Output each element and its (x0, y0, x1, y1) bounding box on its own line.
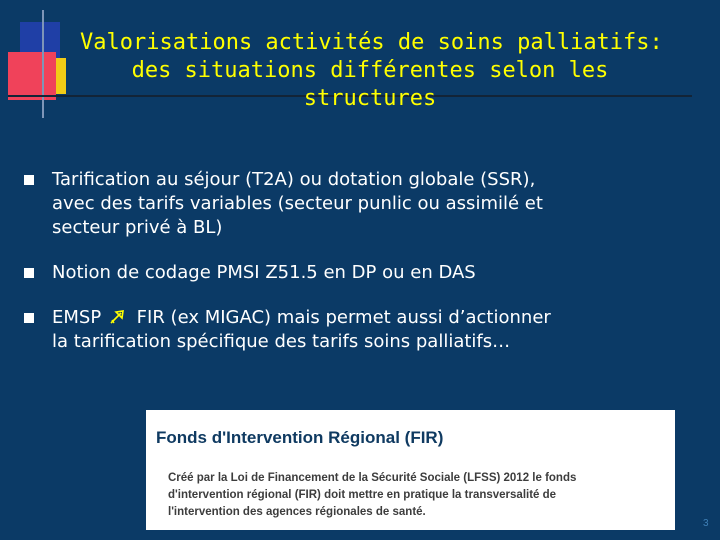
page-number: 3 (703, 518, 709, 529)
bullet-3-line-2: la tarification spécifique des tarifs soins palliatifs… (52, 331, 511, 352)
fir-body (168, 470, 668, 521)
bullet-item-emsp (24, 306, 704, 354)
bullet-list (24, 168, 704, 375)
bullet-1-line-3: secteur privé à BL) (52, 217, 223, 238)
decorative-vertical-line (42, 10, 44, 118)
arrow-right-icon (109, 309, 129, 325)
bullet-3-emsp: EMSP (52, 307, 102, 328)
bullet-3-line-1 (52, 306, 704, 330)
bullet-1-line-2: avec des tarifs variables (secteur punlic ou assimilé et (52, 193, 543, 214)
bullet-1-line-1: Tarification au séjour (T2A) ou dotation globale (SSR), (52, 169, 536, 190)
fir-body-line-1: Créé par la Loi de Financement de la Sécurité Sociale (LFSS) 2012 le fonds (168, 472, 577, 484)
bullet-item-pmsi (24, 261, 704, 285)
bullet-marker-icon (24, 268, 34, 278)
bullet-3-rest: FIR (ex MIGAC) mais permet aussi d’actionner (136, 307, 551, 328)
fir-body-line-2: d'intervention régional (FIR) doit mettre en pratique la transversalité de (168, 489, 557, 501)
fir-definition-box (146, 410, 675, 530)
fir-body-line-3: l'intervention des agences régionales de santé. (168, 506, 426, 518)
title-line-3: structures (303, 85, 437, 111)
bullet-marker-icon (24, 313, 34, 323)
title-line-2: des situations différentes selon les (131, 57, 609, 83)
fir-heading: Fonds d'Intervention Régional (FIR) (156, 428, 444, 447)
bullet-item-tarification (24, 168, 704, 240)
bullet-2-line-1: Notion de codage PMSI Z51.5 en DP ou en DAS (52, 262, 476, 283)
bullet-marker-icon (24, 175, 34, 185)
decorative-red-square (8, 52, 56, 100)
title-line-1: Valorisations activités de soins palliatifs: (80, 29, 663, 55)
slide-title (80, 29, 663, 113)
